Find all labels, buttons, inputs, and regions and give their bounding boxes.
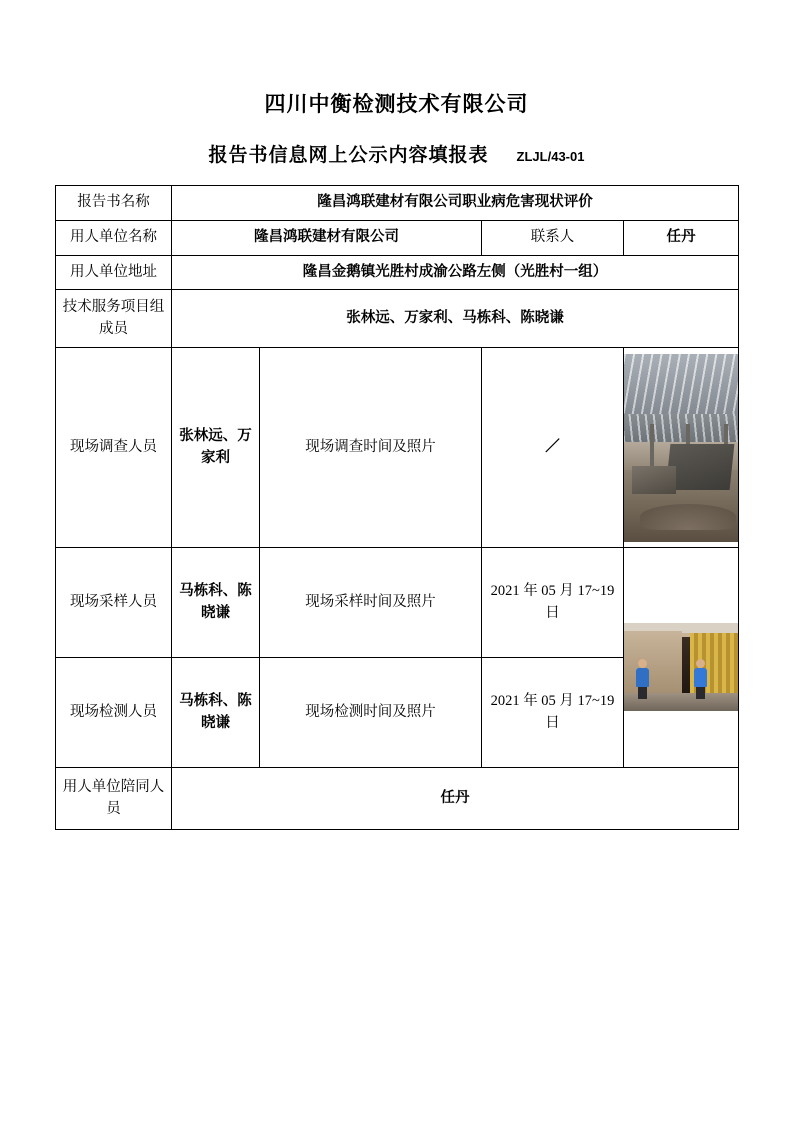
report-info-table — [55, 185, 739, 830]
table-row — [56, 186, 739, 221]
row-label-accompanying-personnel: 用人单位陪同人员 — [56, 768, 172, 830]
workers-at-site-photo — [624, 623, 738, 711]
row-value-team-members: 张林远、万家利、马栋科、陈晓谦 — [172, 290, 739, 348]
factory-interior-photo — [624, 354, 738, 542]
row-label-contact: 联系人 — [482, 220, 624, 255]
photo-cell-workers-at-site — [624, 548, 739, 768]
row-item-site-detection: 现场检测时间及照片 — [260, 658, 482, 768]
table-row — [56, 768, 739, 830]
row-date-site-investigation: ／ — [482, 348, 624, 548]
photo-cell-factory-interior — [624, 348, 739, 548]
table-row — [56, 290, 739, 348]
page-title: 四川中衡检测技术有限公司 — [264, 92, 529, 116]
row-value-accompanying-personnel: 任丹 — [172, 768, 739, 830]
table-row — [56, 255, 739, 290]
row-value-report-name: 隆昌鸿联建材有限公司职业病危害现状评价 — [172, 186, 739, 221]
row-persons-site-investigation: 张林远、万家利 — [172, 348, 260, 548]
table-row — [56, 220, 739, 255]
row-date-site-sampling: 2021 年 05 月 17~19 日 — [482, 548, 624, 658]
row-label-report-name: 报告书名称 — [56, 186, 172, 221]
row-label-site-sampling: 现场采样人员 — [56, 548, 172, 658]
row-persons-site-detection: 马栋科、陈晓谦 — [172, 658, 260, 768]
row-value-contact: 任丹 — [624, 220, 739, 255]
subtitle-row — [55, 140, 738, 167]
row-value-employer-address: 隆昌金鹅镇光胜村成渝公路左侧（光胜村一组） — [172, 255, 739, 290]
page-subtitle: 报告书信息网上公示内容填报表 — [208, 145, 489, 166]
form-code: ZLJL/43-01 — [516, 149, 585, 164]
row-label-employer-name: 用人单位名称 — [56, 220, 172, 255]
table-row — [56, 348, 739, 548]
row-item-site-investigation: 现场调查时间及照片 — [260, 348, 482, 548]
row-label-site-detection: 现场检测人员 — [56, 658, 172, 768]
row-date-site-detection: 2021 年 05 月 17~19 日 — [482, 658, 624, 768]
row-label-employer-address: 用人单位地址 — [56, 255, 172, 290]
row-label-team-members: 技术服务项目组成员 — [56, 290, 172, 348]
row-item-site-sampling: 现场采样时间及照片 — [260, 548, 482, 658]
table-row — [56, 548, 739, 658]
row-persons-site-sampling: 马栋科、陈晓谦 — [172, 548, 260, 658]
row-value-employer-name: 隆昌鸿联建材有限公司 — [172, 220, 482, 255]
row-label-site-investigation: 现场调查人员 — [56, 348, 172, 548]
